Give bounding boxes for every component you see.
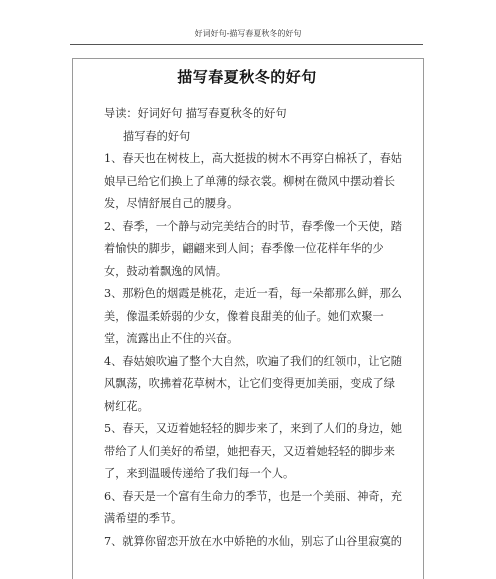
running-header: 好词好句-描写春夏秋冬的好句: [194, 29, 302, 38]
paragraph-4: 4、春姑娘吹遍了整个大自然，吹遍了我们的红领巾，让它随风飘荡，吹拂着花草树木，让它们变得更加美丽，变成了绿树红花。: [104, 354, 402, 413]
paragraph-6: 6、春天是一个富有生命力的季节，也是一个美丽、神奇，充满希望的季节。: [104, 489, 402, 525]
document-title: 描写春夏秋冬的好句: [177, 68, 317, 86]
document-body: [104, 103, 404, 553]
paragraph-7: 7、就算你留恋开放在水中娇艳的水仙，别忘了山谷里寂寞的: [104, 534, 402, 548]
paragraph-3: 3、那粉色的烟霞是桃花，走近一看，每一朵都那么鲜，那么美，像温柔娇弱的少女，像着良甜美的仙子。她们欢聚一堂，流露出止不住的兴奋。: [104, 287, 402, 345]
paragraph-1: 1、春天也在树枝上，高大挺拔的树木不再穿白棉袄了，春姑娘早已给它们换上了单薄的绿衣裳。柳树在微风中摆动着长发，尽情舒展自己的腰身。: [104, 152, 402, 210]
section-subheading: 描写春的好句: [123, 129, 191, 143]
paragraph-5: 5、春天，又迈着她轻轻的脚步来了，来到了人们的身边，她带给了人们美好的希望，她把春天，又迈着她轻轻的脚步来了，来到温暖传递给了我们每一个人。: [104, 422, 402, 480]
header-rule: [70, 44, 423, 45]
lead-line: 导读：好词好句 描写春夏秋冬的好句: [104, 107, 287, 120]
paragraph-2: 2、春季，一个静与动完美结合的时节，春季像一个天使，踏着愉快的脚步，翩翩来到人间；春季像一位花样年华的少女，鼓动着飘逸的风情。: [104, 219, 402, 278]
